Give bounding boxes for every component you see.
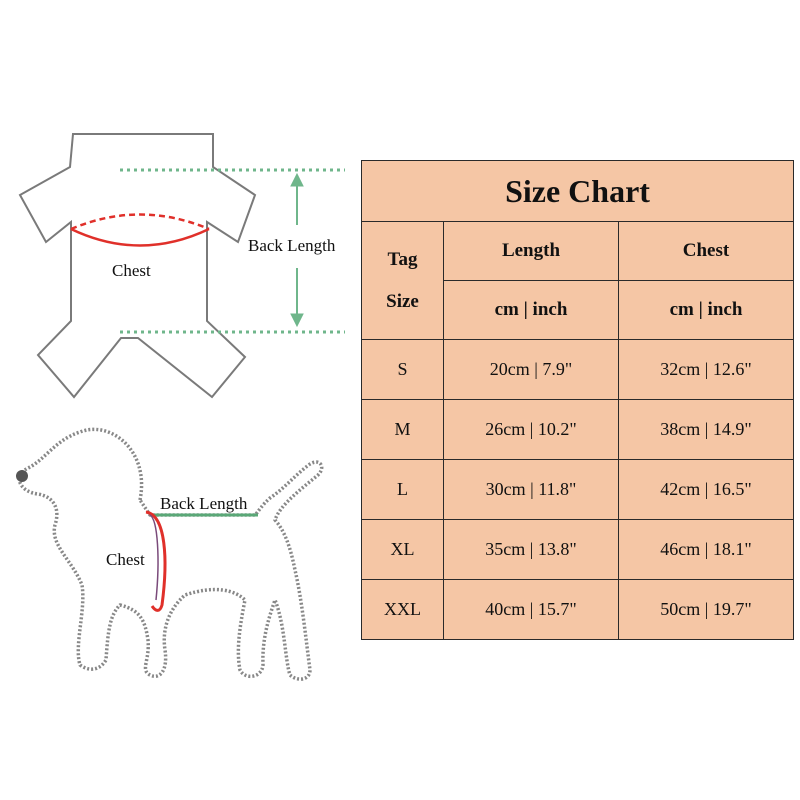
chest-cell: 42cm | 16.5": [619, 460, 794, 520]
table-row: [362, 340, 794, 400]
dog-back-length-label: Back Length: [160, 494, 248, 513]
length-cell: 35cm | 13.8": [444, 520, 619, 580]
dog-outline: [19, 429, 321, 679]
shirt-chest-label: Chest: [112, 261, 151, 280]
dog-chest-label: Chest: [106, 550, 145, 569]
shirt-chest-line-back: [71, 215, 209, 230]
tag-label: Tag: [387, 248, 418, 270]
length-cell: 30cm | 11.8": [444, 460, 619, 520]
shirt-back-length-label: Back Length: [248, 236, 336, 255]
chest-cell: 46cm | 18.1": [619, 520, 794, 580]
chest-unit: cm | inch: [619, 281, 794, 340]
length-cell: 40cm | 15.7": [444, 580, 619, 640]
size-cell: XL: [362, 520, 444, 580]
tag-size-header: [362, 222, 444, 340]
table-row: [362, 400, 794, 460]
size-cell: M: [362, 400, 444, 460]
dog-nose: [16, 470, 28, 482]
size-chart-table: [361, 160, 794, 640]
table-row: [362, 520, 794, 580]
measurement-illustration: [0, 0, 360, 800]
length-cell: 26cm | 10.2": [444, 400, 619, 460]
chest-cell: 50cm | 19.7": [619, 580, 794, 640]
dog-diagram: [19, 429, 321, 679]
shirt-chest-line-front: [71, 229, 209, 246]
size-cell: L: [362, 460, 444, 520]
size-label: Size: [386, 290, 419, 312]
length-header: Length: [444, 222, 619, 281]
length-cell: 20cm | 7.9": [444, 340, 619, 400]
size-cell: S: [362, 340, 444, 400]
table-row: [362, 460, 794, 520]
chest-header: Chest: [619, 222, 794, 281]
size-chart-title: Size Chart: [362, 161, 794, 222]
chest-cell: 38cm | 14.9": [619, 400, 794, 460]
size-cell: XXL: [362, 580, 444, 640]
dog-chest-band-inner: [150, 515, 158, 600]
table-row: [362, 580, 794, 640]
chest-cell: 32cm | 12.6": [619, 340, 794, 400]
length-unit: cm | inch: [444, 281, 619, 340]
